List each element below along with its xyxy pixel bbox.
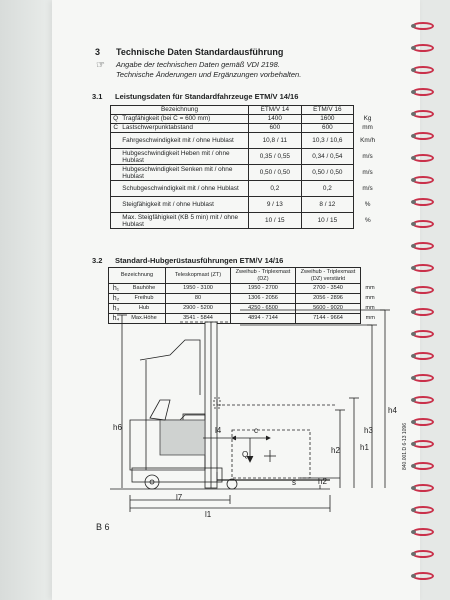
cell-value: 1950 - 3100	[166, 284, 231, 294]
cell-value: 0,35 / 0,55	[249, 149, 302, 165]
cell-value: 8 / 12	[301, 197, 354, 213]
row-label: Steigfähigkeit mit / ohne Hublast	[120, 197, 248, 213]
label-h1: h1	[360, 443, 369, 452]
row-label: Hub	[123, 304, 166, 314]
unit: m/s	[362, 184, 373, 192]
row-symbol: h₃	[109, 304, 124, 314]
unit: m/s	[362, 152, 373, 160]
column-header: ETM/V 14	[249, 106, 302, 115]
unit: m/s	[362, 168, 373, 176]
cell-value: 4250 - 6500	[231, 304, 296, 314]
row-label: Tragfähigkeit (bei C = 600 mm)	[120, 115, 248, 124]
row-symbol: h₂	[109, 294, 124, 304]
label-c: c	[254, 426, 258, 435]
row-letter: Q	[111, 115, 121, 124]
cell-value: 0,50 / 0,50	[249, 165, 302, 181]
row-label: Hubgeschwindigkeit Heben mit / ohne Hublast	[120, 149, 248, 165]
cell-value: 0,2	[249, 181, 302, 197]
column-header: Zweihub - Triplexmast (DZ)	[231, 268, 296, 284]
column-header: Zweihub - Triplexmast (DZ) verstärkt	[296, 268, 361, 284]
row-label: Hubgeschwindigkeit Senken mit / ohne Hublast	[120, 165, 248, 181]
cell-value: 10 / 15	[249, 213, 302, 229]
page-number: B 6	[96, 522, 110, 532]
unit: mm	[362, 124, 373, 131]
cell-value: 4894 - 7144	[231, 314, 296, 324]
row-label: Fahrgeschwindigkeit mit / ohne Hublast	[120, 133, 248, 149]
row-label: Max.Höhe	[123, 314, 166, 324]
unit: mm	[365, 305, 375, 311]
cell-value: 80	[166, 294, 231, 304]
cell-value: 2900 - 5200	[166, 304, 231, 314]
cell-value: 9 / 13	[249, 197, 302, 213]
section-title: Technische Daten Standardausführung	[116, 47, 284, 57]
document-code: 840.001.D 6-13 1096	[402, 423, 408, 470]
row-label: Schubgeschwindigkeit mit / ohne Hublast	[120, 181, 248, 197]
subsection-number: 3.1	[92, 92, 103, 101]
label-h6: h6	[113, 423, 122, 432]
pointing-hand-icon: ☞	[96, 60, 105, 71]
row-symbol: h₁	[109, 284, 124, 294]
label-s: s	[292, 478, 296, 487]
cell-value: 10,8 / 11	[249, 133, 302, 149]
cell-value: 600	[301, 124, 354, 133]
cell-value: 0,34 / 0,54	[301, 149, 354, 165]
label-q: Q	[242, 450, 249, 459]
unit: %	[364, 200, 371, 208]
label-h4: h4	[388, 406, 397, 415]
row-letter: C	[111, 124, 121, 133]
cell-value: 2700 - 3540	[296, 284, 361, 294]
cell-value: 0,50 / 0,50	[301, 165, 354, 181]
section-number: 3	[95, 47, 101, 57]
label-l1: l1	[205, 510, 212, 519]
subsection-title: Leistungsdaten für Standardfahrzeuge ETM/V 14/16	[115, 92, 299, 101]
subsection-number: 3.2	[92, 256, 103, 265]
row-label: Max. Steigfähigkeit (KB 5 min) mit / ohne Hublast	[120, 213, 248, 229]
subsection-title: Standard-Hubgerüstausführungen ETM/V 14/16	[115, 256, 284, 265]
note-line-1: Angabe der technischen Daten gemäß VDI 2198.	[116, 60, 280, 69]
cell-value: 3541 - 5844	[166, 314, 231, 324]
label-h3: h3	[364, 426, 373, 435]
cell-value: 1950 - 2700	[231, 284, 296, 294]
label-l7: l7	[176, 493, 183, 502]
unit: mm	[365, 285, 375, 291]
column-header: Bezeichnung	[111, 106, 249, 115]
column-header: ETM/V 16	[301, 106, 354, 115]
cell-value: 2056 - 2896	[296, 294, 361, 304]
label-h2: h2	[331, 446, 340, 455]
column-header: Bezeichnung	[109, 268, 166, 284]
cell-value: 0,2	[301, 181, 354, 197]
row-symbol: h₄	[109, 314, 124, 324]
label-h2-lower: h2	[318, 477, 327, 486]
cell-value: 5600 - 9020	[296, 304, 361, 314]
unit: %	[364, 216, 371, 224]
unit: mm	[365, 315, 375, 321]
row-label: Freihub	[123, 294, 166, 304]
cell-value: 1400	[249, 115, 302, 124]
cell-value: 1600	[301, 115, 354, 124]
cell-value: 10 / 15	[301, 213, 354, 229]
row-label: Lastschwerpunktabstand	[120, 124, 248, 133]
label-l4: l4	[215, 426, 222, 435]
unit: mm	[365, 295, 375, 301]
unit: Km/h	[360, 136, 376, 144]
unit: Kg	[363, 115, 372, 122]
column-header: Teleskopmast (ZT)	[166, 268, 231, 284]
note-line-2: Technische Änderungen und Ergänzungen vorbehalten.	[116, 70, 302, 79]
row-label: Bauhöhe	[123, 284, 166, 294]
cell-value: 7144 - 9664	[296, 314, 361, 324]
cell-value: 10,3 / 10,6	[301, 133, 354, 149]
cell-value: 1306 - 2056	[231, 294, 296, 304]
cell-value: 600	[249, 124, 302, 133]
